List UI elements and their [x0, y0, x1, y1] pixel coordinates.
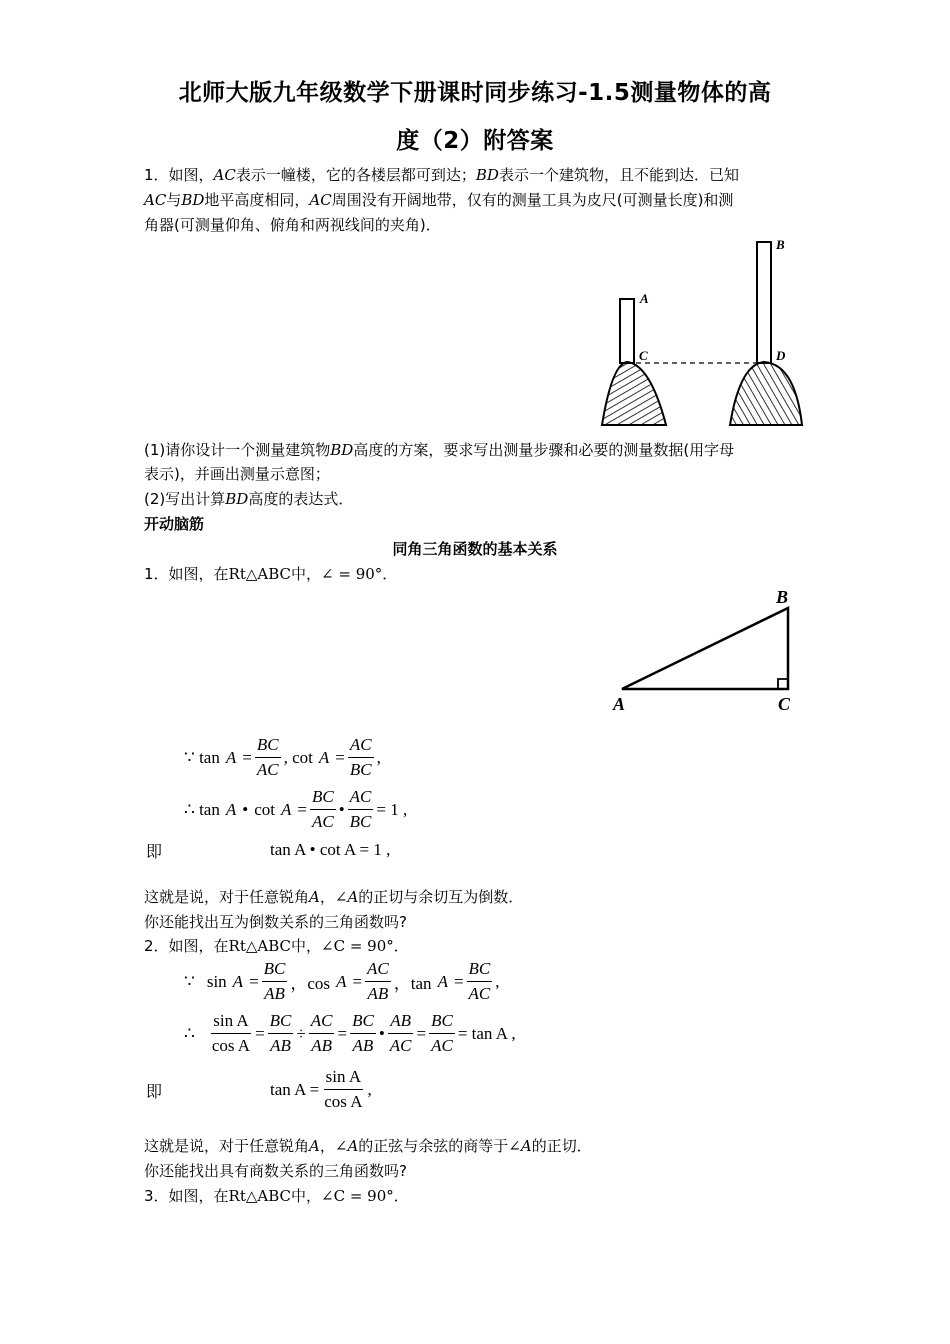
fraction: $\frac{BC}{AB}$ [269, 1011, 292, 1055]
building-ac [620, 299, 634, 363]
right-triangle-figure [606, 586, 806, 716]
item1-equation1: ∵ tan A = $\frac{BC}{AC}$ , cot A = $\frac{AC}{BC}$ , [184, 735, 381, 779]
section-subtitle: 同角三角函数的基本关系 [392, 540, 558, 558]
fraction: $\frac{BC}{AC}$ [468, 959, 491, 1003]
item1-equation3: tan A • cot A = 1 , [270, 840, 391, 859]
triangle-abc [622, 608, 788, 689]
label-c: C [639, 348, 648, 363]
fraction: $\frac{BC}{AB}$ [352, 1011, 374, 1055]
fraction: $\frac{BC}{AB}$ [263, 959, 286, 1003]
item1-conclusion: 这就是说，对于任意锐角A，∠A的正切与余切互为倒数． [144, 888, 524, 906]
fraction: $\frac{BC}{AC}$ [431, 1011, 453, 1055]
problem1-line3: 角器(可测量仰角、俯角和两视线间的夹角)． [144, 216, 441, 234]
section-heading: 开动脑筋 [144, 515, 205, 533]
item1-equation2: ∴ tan A • cot A = $\frac{BC}{AC}$ • $\frac{AC}{BC}$ = 1 , [184, 787, 408, 831]
item2-equation3: tan A = $\frac{\text{sin A}}{\text{cos A}}$ , [270, 1067, 372, 1111]
label-b: B [776, 237, 785, 252]
building-bd [757, 242, 771, 363]
problem1-question1-line1: (1)请你设计一个测量建筑物BD高度的方案，要求写出测量步骤和必要的测量数据(用字母 [144, 441, 735, 459]
item2-ji: 即 [146, 1082, 163, 1101]
problem1-line2: AC与BD地平高度相同，AC周围没有开阔地带，仅有的测量工具为皮尺(可测量长度)和测 [144, 191, 734, 209]
buildings-figure [590, 232, 820, 432]
fraction: $\frac{\text{sin A}}{\text{cos A}}$ [211, 1011, 251, 1055]
tri-label-a: A [613, 694, 626, 714]
item2-equation2: ∴ $\frac{\text{sin A}}{\text{cos A}}$ = $\frac{BC}{AB}$ ÷ $\frac{AC}{AB}$ = $\frac{BC}{AB}$ • $\frac{AB}{AC}$ = $\frac{BC}{AC}$ = tan A , [184, 1011, 516, 1055]
tri-label-b: B [776, 587, 789, 607]
fraction: $\frac{AC}{AB}$ [367, 959, 389, 1003]
problem1-line1: 1．如图，AC表示一幢楼，它的各楼层都可到达；BD表示一个建筑物，且不能到达．已知 [144, 166, 739, 184]
document-title-line2: 度（2）附答案 [396, 128, 554, 154]
hill-left [602, 362, 666, 425]
tri-label-c: C [778, 694, 791, 714]
hill-right [730, 362, 802, 425]
fraction: $\frac{\text{sin A}}{\text{cos A}}$ [324, 1067, 363, 1111]
item1-ji: 即 [146, 842, 163, 861]
document-title-line1: 北师大版九年级数学下册课时同步练习-1.5测量物体的高 [178, 80, 772, 106]
label-d: D [776, 348, 786, 363]
item2-question: 你还能找出具有商数关系的三角函数吗? [144, 1162, 407, 1180]
fraction: $\frac{BC}{AC}$ [311, 787, 334, 831]
label-a: A [640, 291, 649, 306]
fraction: $\frac{AB}{AC}$ [389, 1011, 412, 1055]
fraction: $\frac{AC}{AB}$ [310, 1011, 333, 1055]
fraction: $\frac{AC}{BC}$ [349, 735, 372, 779]
item3-intro: 3．如图，在Rt△ABC中，∠C = 90°． [144, 1187, 409, 1205]
item1-intro: 1．如图，在Rt△ABC中，∠ = 90°． [144, 565, 398, 583]
problem1-question2: (2)写出计算BD高度的表达式． [144, 490, 354, 508]
item2-equation1: ∵ sin A = $\frac{BC}{AB}$ ，cos A = $\frac{AC}{AB}$ ，tan A = $\frac{BC}{AC}$ , [184, 959, 500, 1003]
item1-question: 你还能找出互为倒数关系的三角函数吗? [144, 913, 407, 931]
fraction: $\frac{AC}{BC}$ [349, 787, 372, 831]
item2-conclusion: 这就是说，对于任意锐角A，∠A的正弦与余弦的商等于∠A的正切． [144, 1137, 592, 1155]
fraction: $\frac{BC}{AC}$ [256, 735, 279, 779]
right-angle-mark [778, 679, 788, 689]
item2-intro: 2．如图，在Rt△ABC中，∠C = 90°． [144, 937, 409, 955]
problem1-question1-line2: 表示)，并画出测量示意图； [144, 465, 330, 483]
